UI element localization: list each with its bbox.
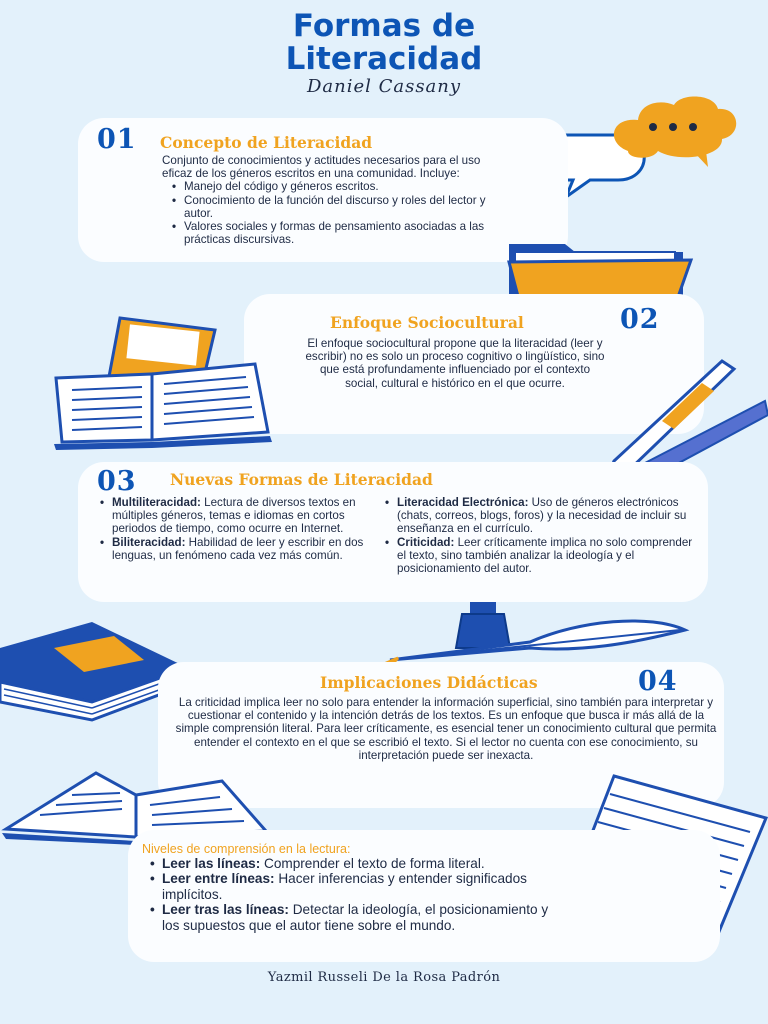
footer-credit: Yazmil Russeli De la Rosa Padrón bbox=[267, 970, 501, 985]
definition: Comprender el texto de forma literal. bbox=[260, 856, 485, 871]
new-forms-right-column bbox=[383, 496, 703, 575]
term: Leer las líneas: bbox=[162, 856, 261, 871]
term: Criticidad: bbox=[397, 535, 455, 549]
list-item bbox=[383, 536, 703, 576]
section-body: El enfoque sociocultural propone que la literacidad (leer y escribir) no es solo un proceso cognitivo o lingüístico, sino que está profundamente influenciado por el contexto social, cultural e histórico en el que ocurre. bbox=[305, 337, 605, 390]
list-item bbox=[98, 496, 370, 536]
list-item: • Conocimiento de la función del discurso y roles del lector y autor. bbox=[170, 194, 512, 220]
list-item bbox=[148, 902, 568, 933]
term: Leer entre líneas: bbox=[162, 871, 275, 887]
page-title bbox=[0, 10, 768, 76]
title-line-1: Formas de bbox=[292, 8, 476, 44]
term: Multiliteracidad: bbox=[112, 496, 201, 509]
list-item bbox=[148, 856, 568, 871]
section-title: Implicaciones Didácticas bbox=[320, 673, 538, 692]
open-book-icon bbox=[50, 314, 275, 456]
concept-intro: Conjunto de conocimientos y actitudes necesarios para el uso eficaz de los géneros escritos en una comunidad. Incluye: bbox=[162, 154, 481, 181]
section-body bbox=[162, 154, 512, 246]
section-number: 02 bbox=[620, 304, 660, 335]
definition: Leer críticamente implica no solo comprender el texto, sino también analizar la ideología y el posicionamiento del autor. bbox=[397, 535, 693, 576]
section-body: La criticidad implica leer no solo para entender la información superficial, sino también para interpretar y cuestionar el contenido y la intención detrás de los textos. Es un enfoque que busca ir más allá de la simple comprensión literal. Para leer críticamente, es esencial tener un conocimiento cultural que permita entender el contexto en el que se escribió el texto. Si el lector no cuenta con ese conocimiento, su interpretación puede ser inexacta. bbox=[175, 696, 717, 762]
definition: Habilidad de leer y escribir en dos lenguas, un fenómeno cada vez más común. bbox=[112, 535, 364, 562]
author-name: Daniel Cassany bbox=[306, 76, 462, 97]
levels-list bbox=[148, 856, 568, 933]
section-number: 01 bbox=[97, 124, 137, 155]
list-item bbox=[98, 536, 370, 562]
list-item: • Manejo del código y géneros escritos. bbox=[170, 180, 512, 193]
section-title: Concepto de Literacidad bbox=[160, 133, 373, 152]
new-forms-left-column bbox=[98, 496, 370, 562]
new-forms-list-right bbox=[383, 496, 703, 575]
list-item bbox=[148, 871, 568, 902]
levels-heading: Niveles de comprensión en la lectura: bbox=[142, 842, 351, 856]
definition: Lectura de diversos textos en múltiples géneros, temas e idiomas en cortos periodos de tiempo, como ocurre en Internet. bbox=[112, 496, 356, 536]
definition: Hacer inferencias y entender significados implícitos. bbox=[162, 871, 527, 902]
section-title: Nuevas Formas de Literacidad bbox=[170, 470, 433, 489]
list-item: • Valores sociales y formas de pensamiento asociadas a las prácticas discursivas. bbox=[170, 220, 512, 246]
ink-bottle-quill-icon bbox=[380, 600, 690, 668]
definition: Uso de géneros electrónicos (chats, correos, blogs, foros) y la necesidad de incluir su enseñanza en el currículo. bbox=[397, 496, 687, 536]
term: Literacidad Electrónica: bbox=[397, 496, 529, 509]
term: Biliteracidad: bbox=[112, 535, 186, 549]
section-number: 03 bbox=[97, 466, 137, 497]
title-line-2: Literacidad bbox=[285, 41, 483, 77]
list-item bbox=[383, 496, 703, 536]
definition: Detectar la ideología, el posicionamiento y los supuestos que el autor tiene sobre el mundo. bbox=[162, 902, 549, 933]
section-number: 04 bbox=[638, 666, 678, 697]
term: Leer tras las líneas: bbox=[162, 902, 289, 918]
section-title: Enfoque Sociocultural bbox=[330, 313, 524, 332]
concept-list bbox=[170, 180, 512, 246]
levels-body bbox=[148, 856, 568, 933]
new-forms-list-left bbox=[98, 496, 370, 562]
